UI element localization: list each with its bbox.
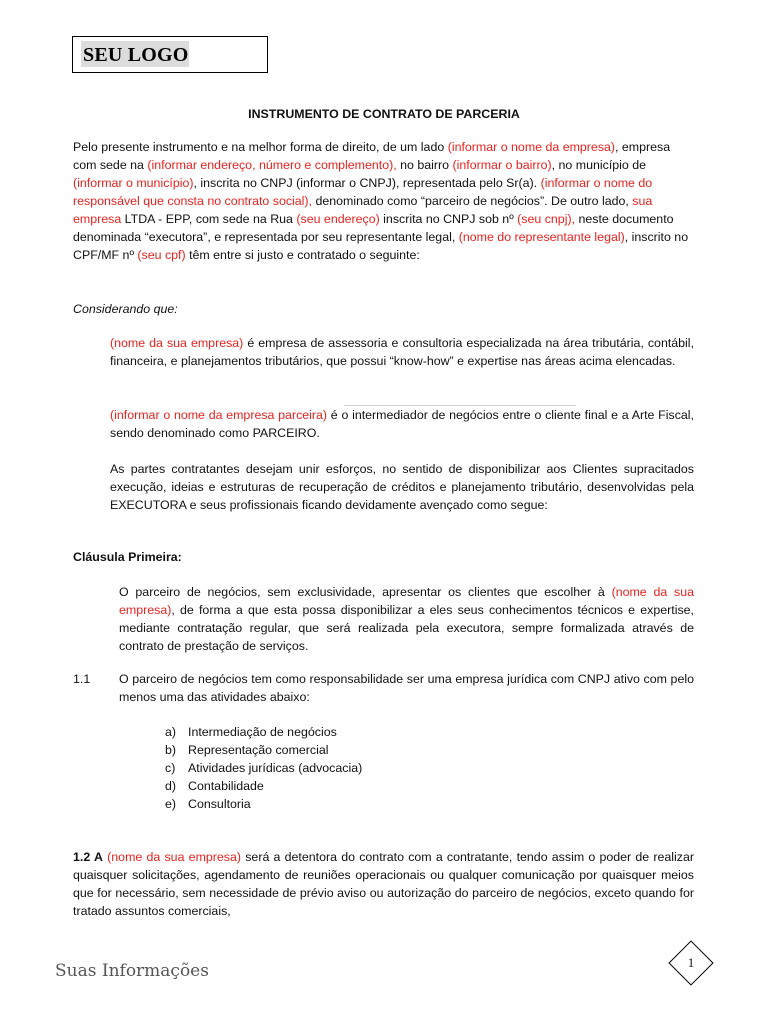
list-item bbox=[165, 741, 585, 759]
clause-heading: Cláusula Primeira: bbox=[73, 550, 182, 564]
considerando-heading: Considerando que: bbox=[73, 302, 178, 316]
footer-info: Suas Informações bbox=[55, 961, 209, 981]
paragraph-text: é empresa de assessoria e consultoria especializada na área tributária, contábil, financeira, e planejamentos tributários, que possui “know-how” e expertise nas áreas acima elencadas. bbox=[110, 336, 695, 368]
intro-text: , inscrita no CNPJ (informar o CNPJ), representada pelo Sr(a). bbox=[193, 176, 541, 190]
logo-text: SEU LOGO bbox=[81, 41, 189, 67]
list-marker: d) bbox=[165, 779, 177, 793]
list-marker: e) bbox=[165, 797, 177, 811]
placeholder-your-cpf: (seu cpf) bbox=[137, 248, 186, 262]
placeholder-legal-rep: (nome do representante legal) bbox=[458, 230, 625, 244]
paragraph-text: , de forma a que esta possa disponibilizar a eles seus conhecimentos técnicos e expertise, mediante contratação regular, que será realizada pela executora, sempre formalizada através de contrato de prestação de serviços. bbox=[119, 603, 694, 653]
page-number: 1 bbox=[687, 955, 695, 970]
list-marker: a) bbox=[165, 725, 177, 739]
placeholder-company-name: (nome da sua empresa) bbox=[119, 585, 695, 617]
intro-text: neste documento denominada “executora”, e representada por seu representante legal, bbox=[73, 212, 674, 244]
placeholder-company-name: (nome da sua empresa) bbox=[110, 336, 244, 350]
intro-text: , inscrito no CPF/MF nº bbox=[73, 230, 689, 262]
intro-paragraph bbox=[73, 138, 695, 264]
intro-text: LTDA - EPP, com sede na Rua bbox=[121, 212, 297, 226]
document-title: INSTRUMENTO DE CONTRATO DE PARCERIA bbox=[248, 107, 520, 121]
placeholder-responsible: (informar o nome do responsável que consta no contrato social), bbox=[73, 176, 653, 208]
intro-text: denominado como “parceiro de negócios”. De outro lado, bbox=[312, 194, 633, 208]
intro-text: , no município de bbox=[551, 158, 647, 172]
list-marker: b) bbox=[165, 743, 177, 757]
list-item bbox=[165, 759, 585, 777]
list-item bbox=[165, 795, 585, 813]
placeholder-your-cnpj: (seu cnpj), bbox=[517, 212, 576, 226]
list-item-text: Representação comercial bbox=[188, 743, 329, 757]
placeholder-partner-name: (informar o nome da empresa parceira) bbox=[110, 408, 328, 422]
list-marker: c) bbox=[165, 761, 176, 775]
placeholder-company-name: (informar o nome da empresa) bbox=[447, 140, 616, 154]
paragraph-text: será a detentora do contrato com a contratante, tendo assim o poder de realizar quaisquer solicitações, agendamento de reuniões operacionais ou qualquer comunicação por quaisquer meios que for necessário, sem necessidade de prévio aviso ou autorização do parceiro de negócios, exceto quando for tratado assuntos comerciais, bbox=[73, 850, 694, 918]
list-item bbox=[165, 723, 585, 741]
placeholder-address: (informar endereço, número e complemento), bbox=[147, 158, 397, 172]
item-text-1-1: O parceiro de negócios tem como responsabilidade ser uma empresa jurídica com CNPJ ativo com pelo menos uma das atividades abaixo: bbox=[119, 672, 694, 704]
intro-text: inscrita no CNPJ sob nº bbox=[379, 212, 518, 226]
placeholder-neighborhood: (informar o bairro) bbox=[452, 158, 552, 172]
intro-text: , empresa com sede na bbox=[73, 140, 671, 172]
placeholder-your-company: sua empresa bbox=[73, 194, 653, 226]
paragraph-text: é o intermediador de negócios entre o cliente final e a Arte Fiscal, sendo denominado como PARCEIRO. bbox=[110, 408, 694, 440]
paragraph-text: O parceiro de negócios, sem exclusividade, apresentar os clientes que escolher à bbox=[119, 585, 612, 599]
paragraph-company-description bbox=[110, 334, 694, 370]
item-number-1-2: 1.2 A bbox=[73, 850, 103, 864]
item-number-1-1: 1.1 bbox=[73, 672, 91, 686]
intro-text: Pelo presente instrumento e na melhor forma de direito, de um lado bbox=[73, 140, 448, 154]
placeholder-your-address: (seu endereço) bbox=[296, 212, 380, 226]
logo-box bbox=[72, 36, 268, 73]
placeholder-company-name: (nome da sua empresa) bbox=[107, 850, 242, 864]
list-item bbox=[165, 777, 585, 795]
item-1-2 bbox=[73, 848, 694, 920]
list-item-text: Contabilidade bbox=[188, 779, 264, 793]
placeholder-municipality: (informar o município) bbox=[73, 176, 194, 190]
paragraph-partner-description bbox=[110, 406, 694, 442]
list-item-text: Consultoria bbox=[188, 797, 251, 811]
paragraph-parties: As partes contratantes desejam unir esforços, no sentido de disponibilizar aos Clientes supracitados execução, ideias e estruturas de recuperação de créditos e planejamento tributário, desenvolvidas pela EXECUTORA e seus profissionais ficando devidamente avençado como segue: bbox=[110, 462, 694, 512]
activities-list bbox=[165, 723, 585, 813]
intro-text: têm entre si justo e contratado o seguinte: bbox=[185, 248, 420, 262]
list-item-text: Intermediação de negócios bbox=[188, 725, 337, 739]
intro-text: no bairro bbox=[396, 158, 453, 172]
paragraph-clause-one bbox=[119, 583, 694, 655]
list-item-text: Atividades jurídicas (advocacia) bbox=[188, 761, 363, 775]
